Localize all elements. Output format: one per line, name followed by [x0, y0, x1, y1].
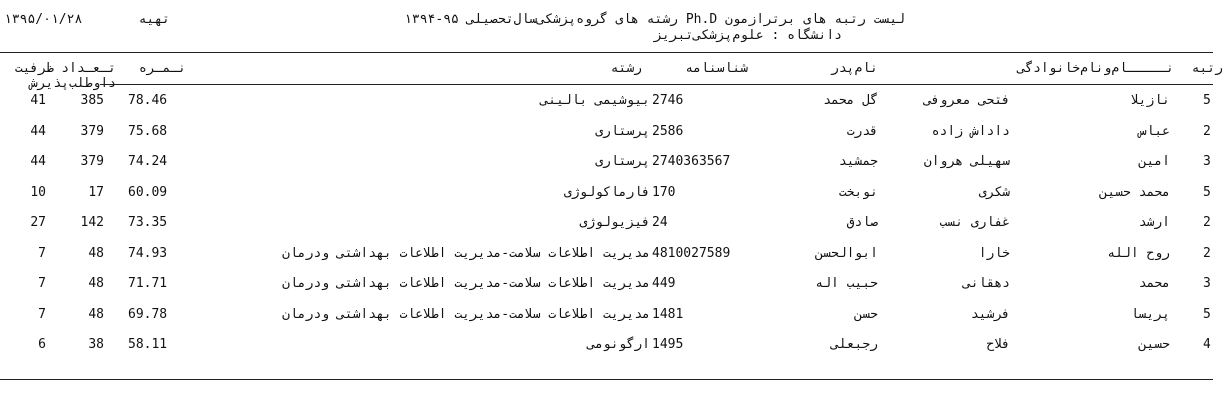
- cell-first-name: ارشد: [1138, 215, 1170, 230]
- cell-field: مدیریت اطلاعات سلامت-مدیریت اطلاعات بهداشتی ودرمان: [282, 276, 650, 291]
- cell-id-number: 2746: [652, 93, 684, 108]
- cell-field: فیزیولوژی: [579, 215, 650, 230]
- cell-field: مدیریت اطلاعات سلامت-مدیریت اطلاعات بهداشتی ودرمان: [282, 306, 650, 322]
- cell-last-name: فلاح: [986, 337, 1010, 352]
- cell-applicants: 38: [88, 337, 104, 352]
- cell-rank: 2: [1203, 123, 1211, 139]
- cell-id-number: 1481: [652, 306, 684, 322]
- cell-capacity: 27: [30, 215, 46, 230]
- cell-id-number: 4810027589: [652, 245, 731, 261]
- cell-applicants: 385: [80, 93, 104, 108]
- cell-score: 58.11: [128, 337, 168, 352]
- cell-capacity: 44: [30, 123, 46, 139]
- cell-field: مدیریت اطلاعات سلامت-مدیریت اطلاعات بهداشتی ودرمان: [282, 245, 650, 261]
- date-value: ۱۳۹۵/۰۱/۲۸: [4, 12, 83, 27]
- cell-last-name: فتحی معروفی: [923, 93, 1010, 108]
- cell-applicants: 142: [80, 215, 104, 230]
- table-row: [0, 215, 1227, 231]
- cell-applicants: 379: [80, 123, 104, 139]
- cell-id-number: 170: [652, 184, 676, 200]
- cell-rank: 2: [1203, 215, 1211, 230]
- cell-capacity: 41: [30, 93, 46, 108]
- table-row: [0, 337, 1227, 353]
- cell-id-number: 1495: [652, 337, 684, 352]
- cell-id-number: 2740363567: [652, 154, 731, 169]
- cell-score: 69.78: [128, 306, 168, 322]
- cell-father-name: ابوالحسن: [815, 245, 878, 261]
- cell-first-name: امین: [1138, 154, 1170, 169]
- cell-first-name: نازیلا: [1130, 93, 1170, 108]
- cell-score: 60.09: [128, 184, 168, 200]
- cell-capacity: 10: [30, 184, 46, 200]
- col-score: نـمـره: [139, 61, 186, 76]
- cell-last-name: داداش زاده: [931, 123, 1010, 139]
- cell-father-name: جمشید: [838, 154, 878, 169]
- cell-father-name: نوبخت: [838, 184, 878, 200]
- cell-capacity: 6: [38, 337, 46, 352]
- date-label: تهیه: [138, 12, 170, 27]
- university-name: علوم‌پزشکی‌تبریز: [654, 28, 764, 43]
- cell-rank: 4: [1203, 337, 1211, 352]
- cell-score: 74.24: [128, 154, 168, 169]
- cell-applicants: 17: [88, 184, 104, 200]
- cell-id-number: 449: [652, 276, 676, 291]
- table-row: [0, 154, 1227, 170]
- col-subheader: داوطلب‌پذیرش: [29, 76, 116, 91]
- cell-field: ارگونومی: [587, 337, 650, 352]
- col-field: رشته: [610, 61, 642, 76]
- cell-rank: 3: [1203, 154, 1211, 169]
- cell-last-name: شکری: [978, 184, 1010, 200]
- cell-last-name: دهقانی: [963, 276, 1010, 291]
- cell-last-name: فرشید: [970, 306, 1010, 322]
- cell-last-name: خارا: [978, 245, 1010, 261]
- col-capacity: ظرفیت: [14, 61, 54, 76]
- table-row: [0, 246, 1227, 262]
- cell-field: فارماکولوژی: [563, 184, 650, 200]
- cell-rank: 3: [1203, 276, 1211, 291]
- report-date: [4, 12, 82, 28]
- cell-father-name: صادق: [846, 215, 878, 230]
- cell-applicants: 48: [88, 306, 104, 322]
- cell-father-name: حسن: [854, 306, 878, 322]
- cell-father-name: قدرت: [846, 123, 878, 139]
- report-title: لیست رتبه های برترازمون Ph.D رشته های گروه‌پزشکی‌سال‌تحصیلی ۹۵-۱۳۹۴: [404, 12, 905, 27]
- cell-capacity: 7: [38, 245, 46, 261]
- cell-first-name: حسین: [1138, 337, 1170, 352]
- cell-field: پرستاری: [595, 154, 650, 169]
- cell-first-name: روح الله: [1107, 245, 1170, 261]
- footer-rule: [0, 379, 1213, 380]
- cell-score: 78.46: [128, 93, 168, 108]
- cell-score: 74.93: [128, 245, 168, 261]
- cell-last-name: غفاری نسب: [939, 215, 1010, 230]
- table-row: [0, 124, 1227, 140]
- cell-applicants: 48: [88, 276, 104, 291]
- table-row: [0, 307, 1227, 323]
- university-line: [560, 28, 842, 44]
- university-label: دانشگاه :: [771, 28, 842, 43]
- cell-father-name: گل محمد: [823, 93, 878, 108]
- col-applicants: تـعـداد: [61, 61, 116, 76]
- cell-applicants: 48: [88, 245, 104, 261]
- col-id: شناسنامه: [685, 61, 748, 76]
- cell-rank: 5: [1203, 93, 1211, 108]
- header-mid-rule: [100, 84, 1213, 85]
- table-row: [0, 185, 1227, 201]
- cell-score: 75.68: [128, 123, 168, 139]
- cell-rank: 2: [1203, 245, 1211, 261]
- table-row: [0, 93, 1227, 109]
- cell-rank: 5: [1203, 306, 1211, 322]
- cell-applicants: 379: [80, 154, 104, 169]
- col-rank: رتبه: [1191, 61, 1223, 76]
- cell-score: 73.35: [128, 215, 168, 230]
- cell-last-name: سهیلی هروان: [923, 154, 1010, 169]
- table-row: [0, 276, 1227, 292]
- cell-field: پرستاری: [595, 123, 650, 139]
- cell-id-number: 2586: [652, 123, 684, 139]
- cell-father-name: رجبعلی: [831, 337, 878, 352]
- cell-capacity: 7: [38, 276, 46, 291]
- cell-id-number: 24: [652, 215, 668, 230]
- cell-rank: 5: [1203, 184, 1211, 200]
- cell-field: بیوشیمی بالینی: [540, 93, 650, 108]
- cell-first-name: محمد: [1138, 276, 1170, 291]
- cell-first-name: پریسا: [1130, 306, 1170, 322]
- cell-first-name: عباس: [1138, 123, 1170, 139]
- cell-capacity: 44: [30, 154, 46, 169]
- header-top-rule: [0, 52, 1213, 53]
- col-father: نام‌پدر: [831, 61, 878, 76]
- cell-first-name: محمد حسین: [1099, 184, 1170, 200]
- cell-score: 71.71: [128, 276, 168, 291]
- cell-capacity: 7: [38, 306, 46, 322]
- cell-father-name: حبیب اله: [815, 276, 878, 291]
- col-name: نـــــام‌ونام‌خانوادگی: [1017, 61, 1174, 76]
